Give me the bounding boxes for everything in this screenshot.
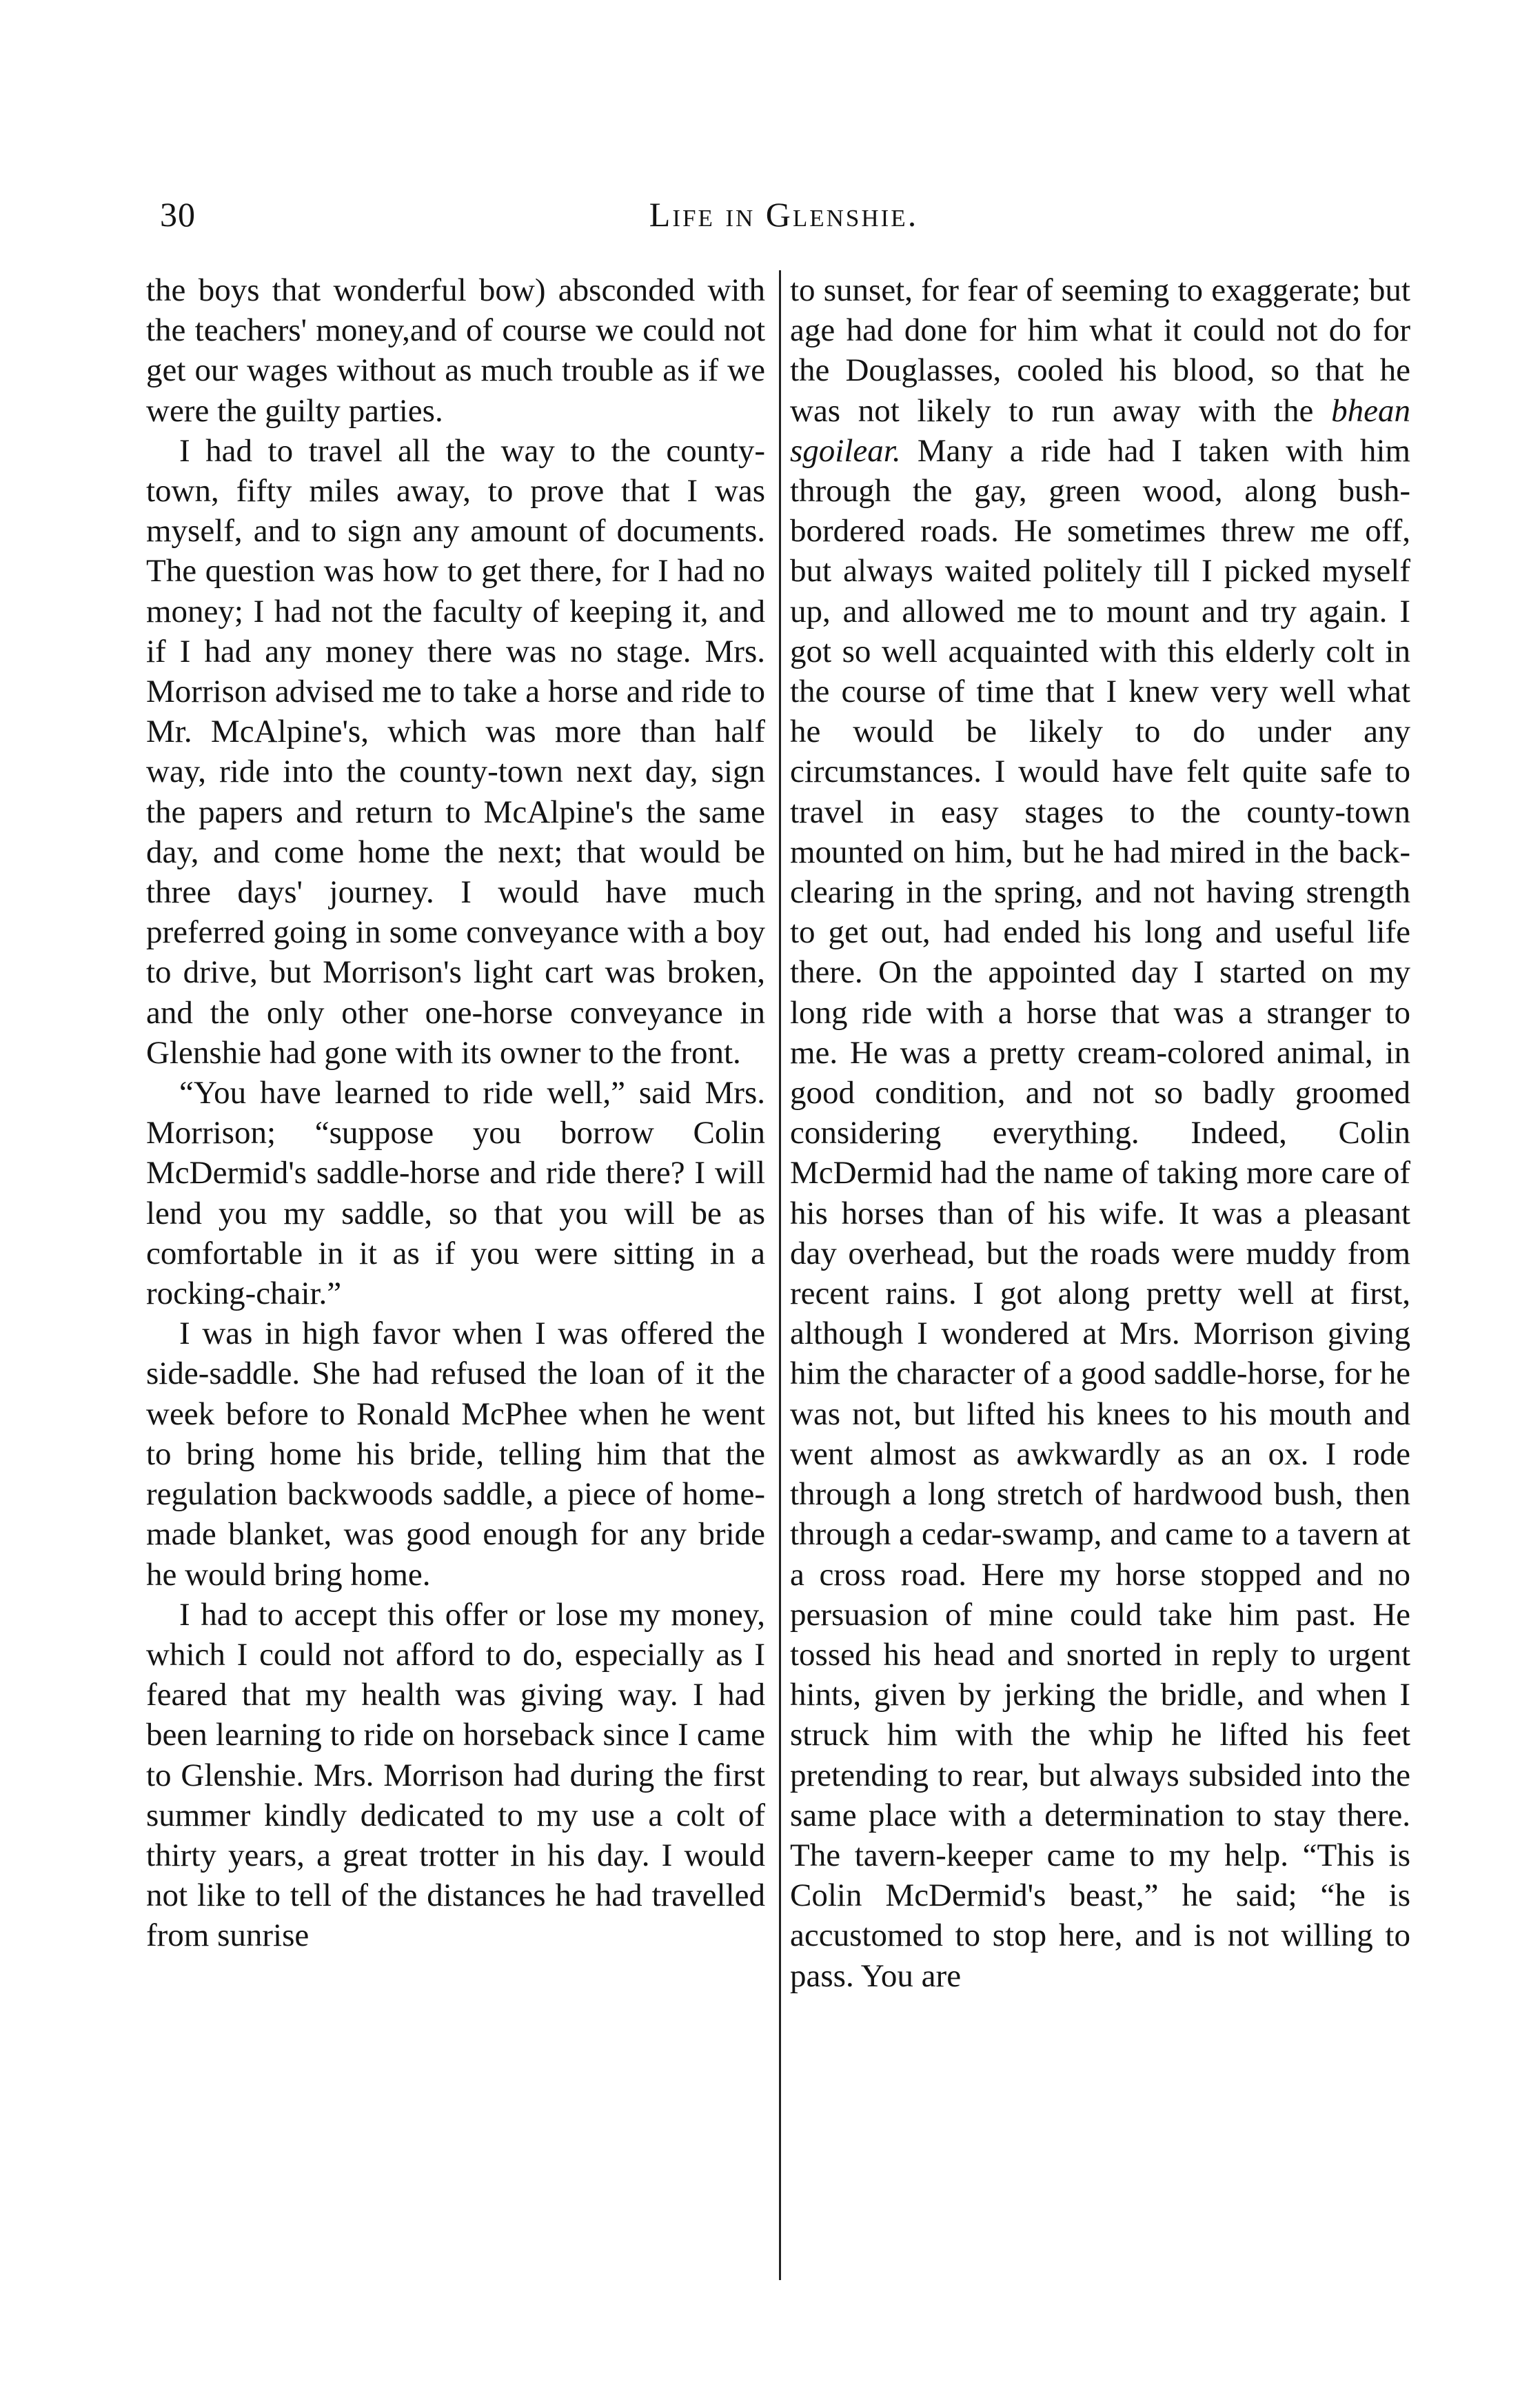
column-divider: [779, 270, 781, 2280]
italic-phrase: bhean sgoilear.: [790, 392, 1410, 469]
right-column: [790, 270, 1410, 1996]
page-header: [160, 194, 1408, 250]
paragraph-side-saddle: I was in high favor when I was offered the side-saddle. She had refused the loan of it the week before to Ronald McPhee when he went to bring home his bride, telling him that the regulation backwoods saddle, a piece of home-made blanket, was good enough for any bride he would bring home.: [146, 1316, 765, 1593]
text-before-italic: to sunset, for fear of seeming to exaggerate; but age had done for him what it could not do for the Douglasses, cooled his blood, so that he was not likely to run away with the: [790, 272, 1410, 429]
text-after-italic: Many a ride had I taken with him through the gay, green wood, along bush-bordered roads. He sometimes threw me off, but always waited politely till I picked myself up, and allowed me to mount and try again. I got so well acquainted with this elderly colt in the course of time that I knew very well what he would be likely to do under any circumstances. I would have felt quite safe to travel in easy stages to the county-town mounted on him, but he had mired in the back-clearing in the spring, and not having strength to get out, had ended his long and useful life there. On the appointed day I started on my long ride with a horse that was a stranger to me. He was a pretty cream-colored animal, in good condition, and not so badly groomed considering everything. Indeed, Colin McDermid had the name of taking more care of his horses than of his wife. It was a pleasant day overhead, but the roads were muddy from recent rains. I got along pretty well at first, although I wondered at Mrs. Morrison giving him the character of a good saddle-horse, for he was not, but lifted his knees to his mouth and went almost as awkwardly as an ox. I rode through a long stretch of hardwood bush, then through a cedar-swamp, and came to a tavern at a cross road. Here my horse stopped and no persuasion of mine could take him past. He tossed his head and snorted in reply to urgent hints, given by jerking the bridle, and when I struck him with the whip he lifted his feet pretending to rear, but always subsided into the same place with a determination to stay there. The tavern-keeper came to my help. “This is Colin McDermid's beast,” he said; “he is accustomed to stop here, and is not willing to pass. You are: [790, 432, 1410, 1994]
running-head: Life in Glenshie.: [649, 195, 919, 234]
paragraph-ride: [790, 270, 1410, 1996]
paragraph-dialogue: “You have learned to ride well,” said Mrs. Morrison; “suppose you borrow Colin McDermid's saddle-horse and ride there? I will lend you my saddle, so that you will be as comfortable in it as if you were sitting in a rocking-chair.”: [146, 1075, 765, 1312]
paragraph-travel: I had to travel all the way to the county-town, fifty miles away, to prove that I was myself, and to sign any amount of documents. The question was how to get there, for I had no money; I had not the faculty of keeping it, and if I had any money there was no stage. Mrs. Morrison advised me to take a horse and ride to Mr. McAlpine's, which was more than half way, ride into the county-town next day, sign the papers and return to McAlpine's the same day, and come home the next; that would be three days' journey. I would have much preferred going in some conveyance with a boy to drive, but Morrison's light cart was broken, and the only other one-horse conveyance in Glenshie had gone with its owner to the front.: [146, 432, 765, 1071]
paragraph-continued: the boys that wonderful bow) absconded with the teachers' money,and of course we could not get our wages without as much trouble as if we were the guilty parties.: [146, 272, 765, 429]
page-number: 30: [160, 195, 196, 234]
paragraph-accept-offer: I had to accept this offer or lose my money, which I could not afford to do, especially as I feared that my health was giving way. I had been learning to ride on horseback since I came to Glenshie. Mrs. Morrison had during the first summer kindly dedicated to my use a colt of thirty years, a great trotter in his day. I would not like to tell of the distances he had travelled from sunrise: [146, 1596, 765, 1954]
left-column: [146, 270, 765, 1956]
